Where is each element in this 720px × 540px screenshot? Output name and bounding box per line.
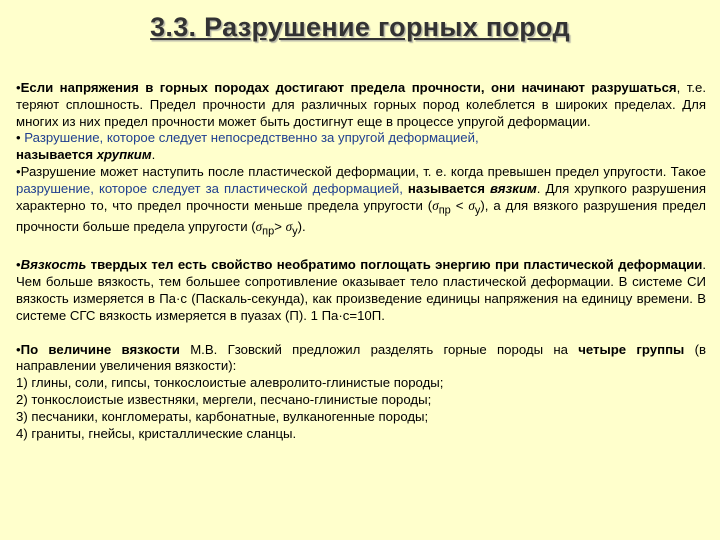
paragraph-ductile-definition	[16, 164, 706, 240]
bold-lead: Если напряжения в горных породах достигают предела прочности, они начинают разрушаться	[20, 80, 677, 95]
punct: .	[151, 147, 156, 163]
slide-title: 3.3. Разрушение горных пород	[150, 12, 570, 42]
paragraph-brittle-intro	[16, 80, 706, 130]
paragraph-text: Разрушение может наступить после пластической деформации, т. е. когда превышен предел упругости. Такое	[20, 163, 706, 179]
bold-groups: четыре группы	[578, 341, 685, 357]
formula-sub: пр	[438, 204, 451, 217]
bold-definition: твердых тел есть свойство необратимо поглощать энергию при пластической деформации	[86, 257, 703, 273]
list-item: 1) глины, соли, гипсы, тонкослоистые алевролито-глинистые породы;	[16, 375, 444, 391]
formula-sub: у	[474, 204, 481, 217]
term-ductile: вязким	[489, 180, 537, 196]
bullet: •	[16, 341, 21, 357]
formula-sub: пр	[262, 225, 275, 238]
paragraph-brittle-definition	[16, 130, 706, 164]
formula-sigma: σ	[432, 197, 439, 213]
list-item: 2) тонкослоистые известняки, мергели, песчано-глинистые породы;	[16, 392, 432, 408]
bold-lead: По величине вязкости	[20, 341, 180, 357]
bullet: •	[16, 257, 21, 273]
paragraph-text: М.В. Гзовский предложил разделять горные породы на	[179, 341, 579, 357]
bold-term-lead: называется	[16, 147, 97, 163]
slide-body	[16, 80, 706, 442]
formula-op: <	[450, 197, 469, 213]
formula-op: >	[274, 219, 286, 235]
formula-sigma: σ	[255, 219, 263, 235]
bullet: •	[16, 80, 21, 95]
paragraph-text: (в направлении увеличения вязкости):	[16, 341, 706, 374]
paragraph-groups	[16, 342, 706, 376]
term-viscosity: Вязкость	[20, 257, 87, 273]
paragraph-text: ), а для вязкого разрушения предел прочности больше предела упругости (	[16, 197, 706, 235]
blue-definition: Разрушение, которое следует непосредственно за упругой деформацией,	[20, 130, 479, 146]
formula-sigma: σ	[468, 197, 475, 213]
bullet: •	[16, 163, 21, 179]
paragraph-text: . Чем больше вязкость, тем большее сопротивление оказывает тело пластической деформации. В системе СИ вязкость измеряется в Па·с (Паскаль-секунда), как произведение единицы напряжения на единицу времени. В системе СГС вязкость измеряется в пуазах (П). 1 Па·с=10П.	[16, 257, 706, 323]
bullet: •	[16, 130, 21, 146]
list-item: 3) песчаники, конгломераты, карбонатные, вулканогенные породы;	[16, 408, 429, 424]
paragraph-text: ).	[297, 219, 306, 235]
list-item: 4) граниты, гнейсы, кристаллические сланцы.	[16, 425, 297, 441]
bold-term-lead: называется	[402, 180, 490, 196]
groups-list	[16, 375, 706, 442]
term-brittle: хрупким	[96, 147, 152, 163]
formula-sigma: σ	[285, 219, 293, 235]
paragraph-text: , т.е. теряют сплошность. Предел прочности для различных горных пород колеблется в широких пределах. Для многих из них предел прочности может быть достигнут еще в процессе упругой деформации.	[16, 80, 706, 129]
formula-sub: у	[292, 225, 298, 238]
blue-definition: разрушение, которое следует за пластической деформацией,	[16, 180, 403, 196]
paragraph-viscosity	[16, 257, 706, 324]
paragraph-text: . Для хрупкого разрушения характерно то, что предел прочности меньше предела упругости (	[16, 180, 706, 213]
